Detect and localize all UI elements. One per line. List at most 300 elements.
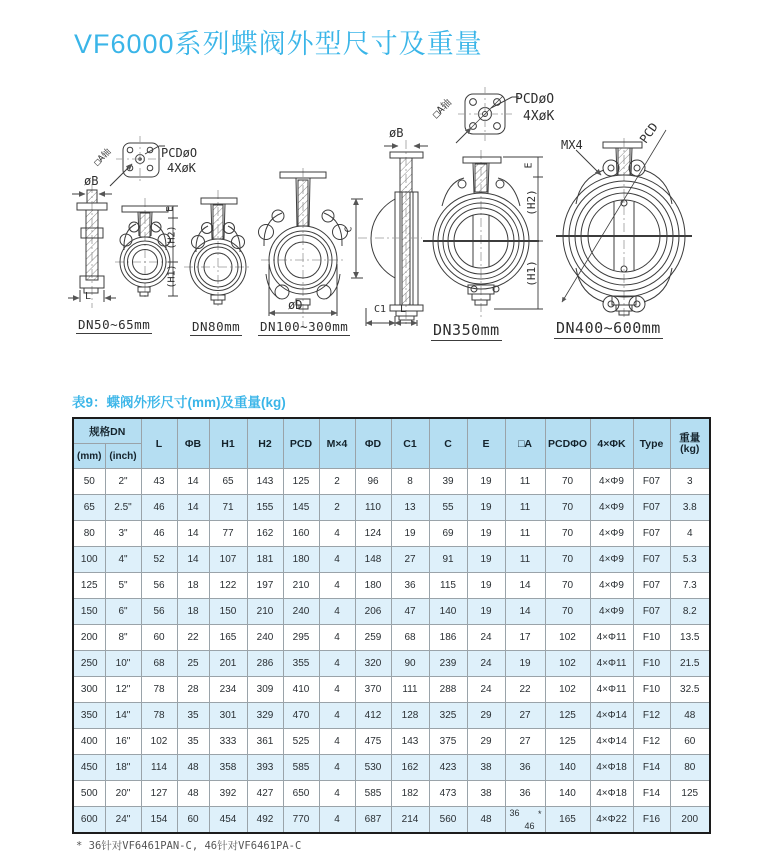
caption-dn400-600: DN400~600mm bbox=[556, 319, 661, 337]
drawing-front-valve-dn400-600 bbox=[556, 130, 692, 320]
table-cell: 180 bbox=[355, 573, 391, 599]
table-cell: 36 * 46 bbox=[505, 807, 545, 834]
table-cell: 4 bbox=[319, 755, 355, 781]
table-cell: 450 bbox=[73, 755, 105, 781]
table-row bbox=[73, 573, 710, 599]
table-cell: 392 bbox=[209, 781, 247, 807]
table-cell: 20" bbox=[105, 781, 141, 807]
table-cell: 355 bbox=[283, 651, 319, 677]
table-cell: 111 bbox=[391, 677, 429, 703]
header-spec-dn: 规格DN bbox=[73, 418, 141, 444]
drawing-front-valve-dn80 bbox=[184, 190, 252, 306]
table-cell: 329 bbox=[247, 703, 283, 729]
table-cell: 19 bbox=[467, 495, 505, 521]
drawing-side-view-small bbox=[68, 184, 116, 308]
table-cell: 5" bbox=[105, 573, 141, 599]
table-cell: 288 bbox=[429, 677, 467, 703]
table-cell: 68 bbox=[391, 625, 429, 651]
table-cell: 11 bbox=[505, 469, 545, 495]
table-cell: 295 bbox=[283, 625, 319, 651]
table-cell: 150 bbox=[73, 599, 105, 625]
dim-label-c: C bbox=[343, 226, 355, 233]
table-cell: 48 bbox=[467, 807, 505, 834]
table-cell: 13 bbox=[391, 495, 429, 521]
table-cell: F14 bbox=[633, 755, 670, 781]
table-cell: 5.3 bbox=[670, 547, 710, 573]
table-cell: 240 bbox=[247, 625, 283, 651]
table-cell: 102 bbox=[545, 625, 590, 651]
table-cell: 78 bbox=[141, 677, 177, 703]
table-cell: 65 bbox=[73, 495, 105, 521]
table-cell: 180 bbox=[283, 547, 319, 573]
table-cell: 70 bbox=[545, 495, 590, 521]
table-cell: 182 bbox=[391, 781, 429, 807]
table-row bbox=[73, 547, 710, 573]
table-cell: 102 bbox=[141, 729, 177, 755]
table-cell: F07 bbox=[633, 469, 670, 495]
table-cell: 4×Φ18 bbox=[590, 755, 633, 781]
table-cell: 29 bbox=[467, 729, 505, 755]
table-cell: 19 bbox=[467, 469, 505, 495]
table-cell: 4 bbox=[319, 729, 355, 755]
table-row bbox=[73, 599, 710, 625]
table-cell: 259 bbox=[355, 625, 391, 651]
table-cell: F10 bbox=[633, 651, 670, 677]
dim-label-c1: C1 bbox=[374, 304, 387, 315]
table-cell: F07 bbox=[633, 573, 670, 599]
table-cell: 52 bbox=[141, 547, 177, 573]
table-cell: 150 bbox=[209, 599, 247, 625]
header-mx4: M×4 bbox=[319, 418, 355, 469]
table-cell: 29 bbox=[467, 703, 505, 729]
table-cell: 77 bbox=[209, 521, 247, 547]
table-cell: 4×Φ11 bbox=[590, 677, 633, 703]
table-cell: 19 bbox=[467, 521, 505, 547]
table-cell: 214 bbox=[391, 807, 429, 834]
table-cell: 35 bbox=[177, 703, 209, 729]
caption-dn350: DN350mm bbox=[433, 321, 500, 339]
table-cell: 4×Φ11 bbox=[590, 651, 633, 677]
table-cell: 11 bbox=[505, 521, 545, 547]
table-cell: 473 bbox=[429, 781, 467, 807]
table-cell: 14 bbox=[505, 599, 545, 625]
table-cell: F07 bbox=[633, 599, 670, 625]
table-cell: 22 bbox=[505, 677, 545, 703]
table-body bbox=[73, 469, 710, 834]
table-cell: 165 bbox=[209, 625, 247, 651]
table-cell: 4 bbox=[670, 521, 710, 547]
table-cell: 122 bbox=[209, 573, 247, 599]
dim-label-e: E bbox=[165, 206, 176, 212]
table-cell: 14 bbox=[177, 521, 209, 547]
header-l: L bbox=[141, 418, 177, 469]
table-cell: 687 bbox=[355, 807, 391, 834]
table-cell: 8 bbox=[391, 469, 429, 495]
table-cell: 24 bbox=[467, 651, 505, 677]
table-cell: 8.2 bbox=[670, 599, 710, 625]
table-cell: 165 bbox=[545, 807, 590, 834]
table-cell: 110 bbox=[355, 495, 391, 521]
table-cell: 96 bbox=[355, 469, 391, 495]
table-cell: F10 bbox=[633, 677, 670, 703]
table-cell: 90 bbox=[391, 651, 429, 677]
table-cell: 4 bbox=[319, 599, 355, 625]
header-h1: H1 bbox=[209, 418, 247, 469]
table-cell: 500 bbox=[73, 781, 105, 807]
table-cell: 56 bbox=[141, 599, 177, 625]
table-cell: 38 bbox=[467, 781, 505, 807]
caption-dn50-65: DN50~65mm bbox=[78, 317, 151, 332]
table-cell: 36 bbox=[391, 573, 429, 599]
page-title: VF6000系列蝶阀外型尺寸及重量 bbox=[74, 29, 483, 59]
table-cell: 100 bbox=[73, 547, 105, 573]
table-cell: 361 bbox=[247, 729, 283, 755]
table-cell: 239 bbox=[429, 651, 467, 677]
table-cell: 68 bbox=[141, 651, 177, 677]
table-cell: 48 bbox=[177, 755, 209, 781]
table-cell: 114 bbox=[141, 755, 177, 781]
table-cell: 400 bbox=[73, 729, 105, 755]
table-cell: 125 bbox=[545, 729, 590, 755]
table-cell: 11 bbox=[505, 495, 545, 521]
table-cell: 206 bbox=[355, 599, 391, 625]
dim-label-phi-b-2: øB bbox=[389, 126, 404, 140]
table-cell: 210 bbox=[283, 573, 319, 599]
table-cell: 4×Φ14 bbox=[590, 729, 633, 755]
table-cell: 770 bbox=[283, 807, 319, 834]
table-cell: 2 bbox=[319, 469, 355, 495]
table-cell: 70 bbox=[545, 547, 590, 573]
table-cell: 370 bbox=[355, 677, 391, 703]
table-cell: 70 bbox=[545, 599, 590, 625]
table-cell: 427 bbox=[247, 781, 283, 807]
table-cell: 70 bbox=[545, 521, 590, 547]
footnote: * 36针对VF6461PAN-C, 46针对VF6461PA-C bbox=[76, 840, 302, 852]
table-cell: 197 bbox=[247, 573, 283, 599]
table-cell: 107 bbox=[209, 547, 247, 573]
table-cell: 148 bbox=[355, 547, 391, 573]
header-weight bbox=[670, 418, 710, 469]
table-cell: F10 bbox=[633, 625, 670, 651]
table-cell: 46 bbox=[141, 495, 177, 521]
dim-label-phi-d: øD bbox=[288, 298, 303, 312]
dim-label-square-a-2: □A轴 bbox=[430, 97, 455, 121]
table-cell: 78 bbox=[141, 703, 177, 729]
table-cell: 454 bbox=[209, 807, 247, 834]
table-cell: 143 bbox=[391, 729, 429, 755]
table-cell: 4 bbox=[319, 677, 355, 703]
table-cell: 21.5 bbox=[670, 651, 710, 677]
dim-label-l: L bbox=[85, 291, 92, 302]
table-cell: 80 bbox=[73, 521, 105, 547]
table-cell: 27 bbox=[505, 703, 545, 729]
table-row bbox=[73, 625, 710, 651]
table-cell: 24 bbox=[467, 625, 505, 651]
table-cell: 4 bbox=[319, 807, 355, 834]
table-cell: 250 bbox=[73, 651, 105, 677]
table-cell: 19 bbox=[467, 599, 505, 625]
table-cell: 4×Φ9 bbox=[590, 573, 633, 599]
spec-table bbox=[72, 417, 711, 834]
table-cell: 24 bbox=[467, 677, 505, 703]
table-cell: 60 bbox=[177, 807, 209, 834]
table-title: 表9：蝶阀外形尺寸(mm)及重量(kg) bbox=[72, 395, 286, 410]
table-cell: 2.5" bbox=[105, 495, 141, 521]
table-cell: 200 bbox=[73, 625, 105, 651]
table-row bbox=[73, 469, 710, 495]
table-cell: 4 bbox=[319, 547, 355, 573]
table-cell: F07 bbox=[633, 547, 670, 573]
header-weight-line2: (kg) bbox=[680, 442, 700, 455]
table-cell: 71 bbox=[209, 495, 247, 521]
table-cell: 300 bbox=[73, 677, 105, 703]
table-cell: 60 bbox=[670, 729, 710, 755]
table-cell: 210 bbox=[247, 599, 283, 625]
table-cell: 18" bbox=[105, 755, 141, 781]
table-cell: 475 bbox=[355, 729, 391, 755]
table-cell: 43 bbox=[141, 469, 177, 495]
table-cell: 143 bbox=[247, 469, 283, 495]
table-cell: 181 bbox=[247, 547, 283, 573]
header-inch: (inch) bbox=[105, 444, 141, 469]
table-cell: 320 bbox=[355, 651, 391, 677]
dim-label-pcd-o: PCDøO bbox=[161, 146, 198, 160]
dim-label-e-2: E bbox=[523, 162, 535, 169]
table-cell: 27 bbox=[505, 729, 545, 755]
drawing-flange-detail-small bbox=[110, 136, 165, 186]
table-cell: 35 bbox=[177, 729, 209, 755]
table-cell: 13.5 bbox=[670, 625, 710, 651]
table-cell: 48 bbox=[670, 703, 710, 729]
table-cell: 19 bbox=[467, 573, 505, 599]
table-cell: 65 bbox=[209, 469, 247, 495]
table-row bbox=[73, 781, 710, 807]
header-h2: H2 bbox=[247, 418, 283, 469]
table-cell: 4×Φ9 bbox=[590, 469, 633, 495]
table-cell: 36 bbox=[505, 781, 545, 807]
table-cell: 18 bbox=[177, 599, 209, 625]
table-cell: 393 bbox=[247, 755, 283, 781]
table-cell: 186 bbox=[429, 625, 467, 651]
table-cell: 4×Φ9 bbox=[590, 495, 633, 521]
table-cell: 154 bbox=[141, 807, 177, 834]
table-cell: 56 bbox=[141, 573, 177, 599]
table-cell: 145 bbox=[283, 495, 319, 521]
table-row bbox=[73, 651, 710, 677]
spec-table-wrap bbox=[72, 417, 704, 834]
table-cell: 375 bbox=[429, 729, 467, 755]
table-cell: 2 bbox=[319, 495, 355, 521]
table-cell: F12 bbox=[633, 729, 670, 755]
table-cell: F16 bbox=[633, 807, 670, 834]
table-cell: 115 bbox=[429, 573, 467, 599]
table-cell: 325 bbox=[429, 703, 467, 729]
table-cell: 525 bbox=[283, 729, 319, 755]
table-row bbox=[73, 703, 710, 729]
table-cell: 4 bbox=[319, 521, 355, 547]
table-cell: 423 bbox=[429, 755, 467, 781]
table-cell: 70 bbox=[545, 469, 590, 495]
table-cell: 18 bbox=[177, 573, 209, 599]
table-cell: 36 bbox=[505, 755, 545, 781]
header-phi-b: ΦB bbox=[177, 418, 209, 469]
table-cell: 470 bbox=[283, 703, 319, 729]
dim-label-bolt-k: 4XøK bbox=[167, 161, 196, 175]
table-cell: 4×Φ14 bbox=[590, 703, 633, 729]
table-cell: 286 bbox=[247, 651, 283, 677]
table-cell: 301 bbox=[209, 703, 247, 729]
table-cell: 8" bbox=[105, 625, 141, 651]
dim-label-pcd: PCD bbox=[636, 120, 661, 146]
table-cell: F14 bbox=[633, 781, 670, 807]
table-cell: 14 bbox=[177, 469, 209, 495]
header-pcd: PCD bbox=[283, 418, 319, 469]
table-cell: 125 bbox=[545, 703, 590, 729]
table-cell: 12" bbox=[105, 677, 141, 703]
table-cell: 19 bbox=[505, 651, 545, 677]
table-cell: 162 bbox=[247, 521, 283, 547]
table-cell: 2" bbox=[105, 469, 141, 495]
dim-label-phi-b: øB bbox=[84, 174, 99, 188]
table-cell: 6" bbox=[105, 599, 141, 625]
table-cell: 28 bbox=[177, 677, 209, 703]
table-cell: 69 bbox=[429, 521, 467, 547]
header-c1: C1 bbox=[391, 418, 429, 469]
table-cell: 32.5 bbox=[670, 677, 710, 703]
table-cell: 50 bbox=[73, 469, 105, 495]
table-cell: 4×Φ18 bbox=[590, 781, 633, 807]
table-cell: 24" bbox=[105, 807, 141, 834]
table-cell: 240 bbox=[283, 599, 319, 625]
table-cell: 3 bbox=[670, 469, 710, 495]
table-cell: 22 bbox=[177, 625, 209, 651]
table-cell: 530 bbox=[355, 755, 391, 781]
dim-label-h1: (H1) bbox=[166, 264, 178, 289]
table-row bbox=[73, 729, 710, 755]
table-cell: 17 bbox=[505, 625, 545, 651]
table-cell: 200 bbox=[670, 807, 710, 834]
table-cell: 16" bbox=[105, 729, 141, 755]
table-cell: 201 bbox=[209, 651, 247, 677]
table-cell: 585 bbox=[283, 755, 319, 781]
table-cell: 19 bbox=[467, 547, 505, 573]
table-row bbox=[73, 677, 710, 703]
table-cell: 11 bbox=[505, 547, 545, 573]
table-cell: 7.3 bbox=[670, 573, 710, 599]
drawing-flange-detail-large bbox=[456, 87, 519, 143]
table-cell: 47 bbox=[391, 599, 429, 625]
table-cell: 10" bbox=[105, 651, 141, 677]
table-cell: 102 bbox=[545, 651, 590, 677]
table-cell: 4" bbox=[105, 547, 141, 573]
dim-label-h2: (H2) bbox=[166, 225, 178, 250]
table-cell: 27 bbox=[391, 547, 429, 573]
table-cell: 600 bbox=[73, 807, 105, 834]
table-cell: 4×Φ22 bbox=[590, 807, 633, 834]
table-cell: 14 bbox=[505, 573, 545, 599]
table-cell: 55 bbox=[429, 495, 467, 521]
dim-label-l-2: L bbox=[400, 304, 407, 315]
table-cell: 412 bbox=[355, 703, 391, 729]
table-cell: 585 bbox=[355, 781, 391, 807]
table-cell: 70 bbox=[545, 573, 590, 599]
drawing-front-valve-dn350 bbox=[423, 150, 543, 318]
table-cell: F12 bbox=[633, 703, 670, 729]
drawing-side-view-dn350 bbox=[351, 140, 428, 326]
table-header bbox=[73, 418, 710, 469]
table-cell: 234 bbox=[209, 677, 247, 703]
table-cell: F07 bbox=[633, 495, 670, 521]
table-cell: 492 bbox=[247, 807, 283, 834]
table-cell: 14 bbox=[177, 495, 209, 521]
dim-label-h2-2: (H2) bbox=[524, 189, 538, 216]
table-cell: 309 bbox=[247, 677, 283, 703]
table-row bbox=[73, 521, 710, 547]
table-cell: F07 bbox=[633, 521, 670, 547]
table-cell: 155 bbox=[247, 495, 283, 521]
table-cell: 560 bbox=[429, 807, 467, 834]
caption-dn80: DN80mm bbox=[192, 319, 241, 334]
table-cell: 140 bbox=[429, 599, 467, 625]
dim-label-bolt-k-2: 4XøK bbox=[523, 109, 555, 124]
table-cell: 3" bbox=[105, 521, 141, 547]
table-cell: 4×Φ9 bbox=[590, 547, 633, 573]
header-phi-d: ΦD bbox=[355, 418, 391, 469]
table-cell: 124 bbox=[355, 521, 391, 547]
table-cell: 39 bbox=[429, 469, 467, 495]
header-c: C bbox=[429, 418, 467, 469]
table-cell: 4 bbox=[319, 573, 355, 599]
table-cell: 60 bbox=[141, 625, 177, 651]
dim-label-mx4: MX4 bbox=[561, 138, 583, 152]
table-cell: 4 bbox=[319, 703, 355, 729]
table-cell: 25 bbox=[177, 651, 209, 677]
table-row bbox=[73, 807, 710, 834]
table-cell: 125 bbox=[283, 469, 319, 495]
table-cell: 333 bbox=[209, 729, 247, 755]
table-row bbox=[73, 495, 710, 521]
table-row bbox=[73, 755, 710, 781]
table-cell: 162 bbox=[391, 755, 429, 781]
drawing-front-valve-dn100-300 bbox=[259, 168, 348, 328]
table-cell: 14" bbox=[105, 703, 141, 729]
header-weight-line1: 重量 bbox=[679, 431, 701, 444]
dim-label-square-a: □A轴 bbox=[92, 147, 114, 169]
table-cell: 350 bbox=[73, 703, 105, 729]
table-cell: 4 bbox=[319, 625, 355, 651]
table-cell: 650 bbox=[283, 781, 319, 807]
table-cell: 140 bbox=[545, 755, 590, 781]
header-e: E bbox=[467, 418, 505, 469]
header-square-a: □A bbox=[505, 418, 545, 469]
table-cell: 128 bbox=[391, 703, 429, 729]
table-cell: 358 bbox=[209, 755, 247, 781]
dim-label-pcd-o-2: PCDøO bbox=[515, 92, 555, 107]
table-cell: 14 bbox=[177, 547, 209, 573]
dim-label-h1-2: (H1) bbox=[524, 260, 538, 287]
table-cell: 127 bbox=[141, 781, 177, 807]
table-cell: 4 bbox=[319, 651, 355, 677]
table-cell: 19 bbox=[391, 521, 429, 547]
caption-dn100-300: DN100~300mm bbox=[260, 319, 349, 334]
table-cell: 4×Φ11 bbox=[590, 625, 633, 651]
table-cell: 91 bbox=[429, 547, 467, 573]
table-cell: 125 bbox=[670, 781, 710, 807]
table-cell: 160 bbox=[283, 521, 319, 547]
table-cell: 48 bbox=[177, 781, 209, 807]
table-cell: 102 bbox=[545, 677, 590, 703]
header-mm: (mm) bbox=[73, 444, 105, 469]
